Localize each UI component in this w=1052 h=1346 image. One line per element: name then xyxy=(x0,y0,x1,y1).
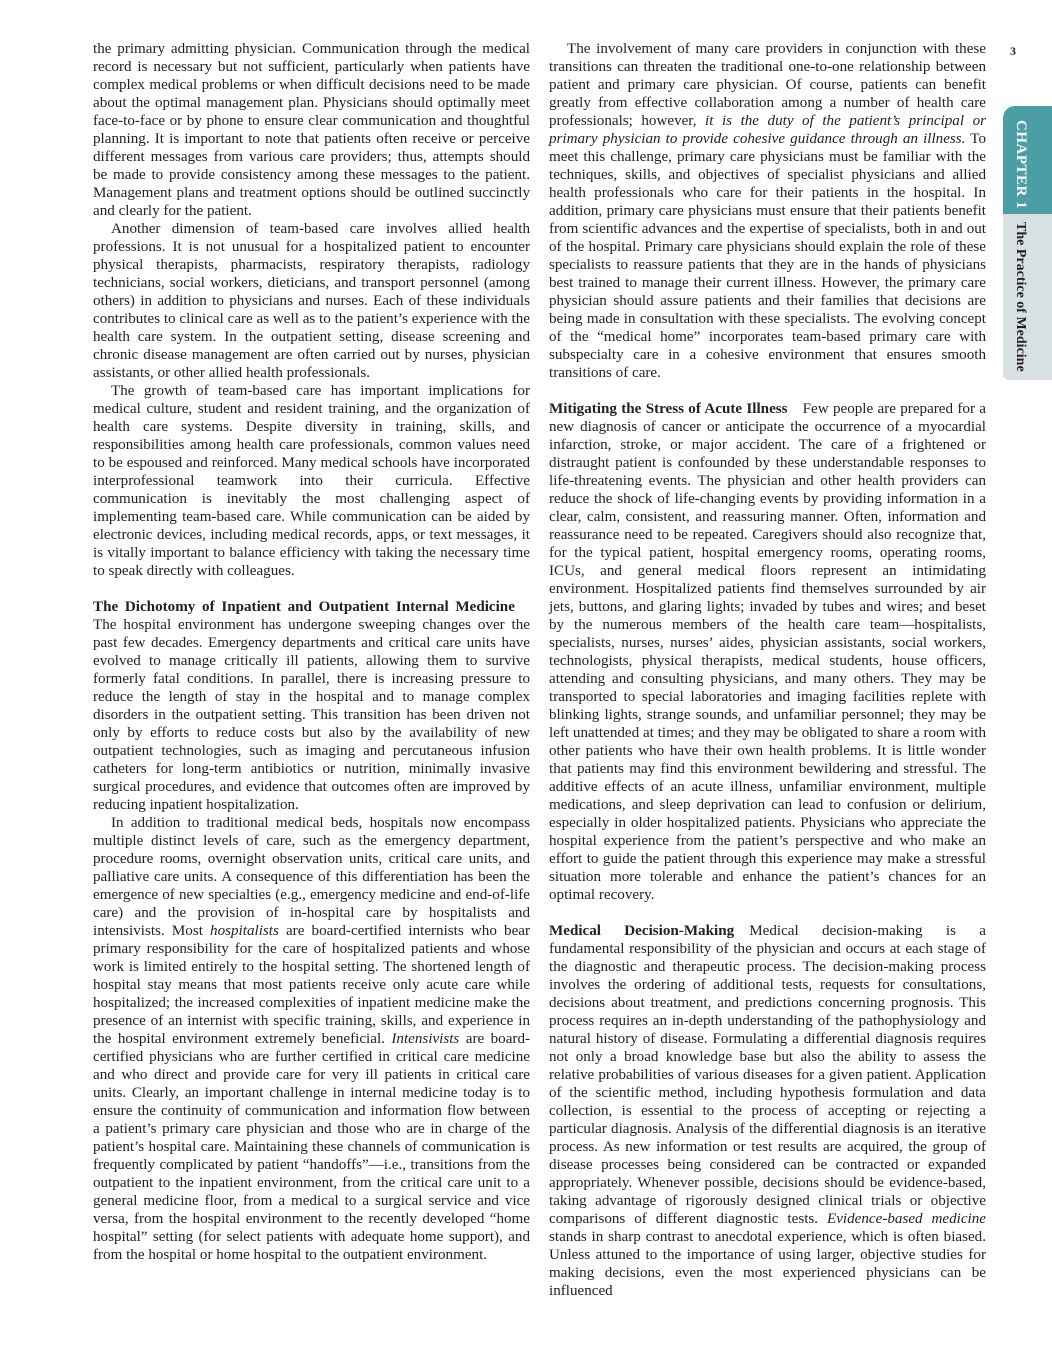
section-text: The hospital environment has undergone sweeping changes over the past few decades. Emergency departments and critical care units have evolved to manage critically ill patients, allowing them to survive formerly fatal conditions. In parallel, there is increasing pressure to reduce the length of stay in the hospital and to manage complex disorders in the outpatient setting. This transition has been driven not only by efforts to reduce costs but also by the availability of new outpatient technologies, such as imaging and percutaneous infusion catheters for long-term antibiotics or nutrition, minimally invasive surgical procedures, and evidence that outcomes often are improved by reducing inpatient hospitalization. xyxy=(93,617,530,813)
section-text: Medical decision-making is a fundamental responsibility of the physician and occurs at each stage of the diagnostic and therapeutic process. The decision-making process involves the ordering of additional tests, requests for consultations, decisions about treatment, and predictions concerning prognosis. This process requires an in-depth understanding of the pathophysiology and natural history of disease. Formulating a differential diagnosis requires not only a broad knowledge base but also the ability to assess the relative probabilities of various diseases for a given patient. Application of the scientific method, including hypothesis formulation and data collection, is essential to the process of accepting or rejecting a particular diagnosis. Analysis of the differential diagnosis is an iterative process. As new information or test results are acquired, the group of disease processes being considered can be contracted or expanded appropriately. Whenever possible, decisions should be evidence-based, taking advantage of rigorously designed clinical trials or objective comparisons of different diagnostic tests. xyxy=(549,923,986,1227)
paragraph: The growth of team-based care has important implications for medical culture, student and resident training, and the organization of health care systems. Despite diversity in training, skills, and responsibilities among health care professionals, common values need to be espoused and reinforced. Many medical schools have incorporated interprofessional teamwork into their curricula. Effective communication is inevitably the most challenging aspect of implementing team-based care. While communication can be aided by electronic devices, including medical records, apps, or text messages, it is vitally important to balance efficiency with taking the necessary time to speak directly with colleagues. xyxy=(93,383,530,579)
text-run: In addition to traditional medical beds, hospitals now encompass multiple distinct levels of care, such as the emergency department, procedure rooms, overnight observation units, critical care units, and palliative care units. A consequence of this differentiation has been the emergence of new specialties (e.g., emergency medicine and end-of-life care) and the provision of in-hospital care by hospitalists and intensivists. Most xyxy=(93,815,530,939)
section-heading: Medical Decision-Making xyxy=(549,923,735,939)
paragraph xyxy=(549,40,986,382)
term-evidence-based-medicine: Evidence-based medicine xyxy=(827,1211,986,1227)
paragraph: Another dimension of team-based care involves allied health professions. It is not unusual for a hospitalized patient to encounter physical therapists, pharmacists, respiratory therapists, radiology technicians, social workers, dieticians, and transport personnel (among others) in addition to physicians and nurses. Each of these individuals contributes to clinical care as well as to the patient’s experience with the health care system. In the outpatient setting, disease screening and chronic disease management are often carried out by nurses, physician assistants, or other allied health professionals. xyxy=(93,221,530,381)
section-decision-making xyxy=(549,922,986,1300)
section-acute-illness xyxy=(549,400,986,904)
text-run: To meet this challenge, primary care physicians must be familiar with the techniques, skills, and objectives of specialist physicians and allied health professionals who care for their patients in the hospital. In addition, primary care physicians must ensure that their patients benefit from scientific advances and the expertise of specialists, both in and out of the hospital. Primary care physicians should explain the role of these specialists to reassure patients that they are in the hands of physicians best trained to manage their current illness. However, the primary care physician should assure patients and their families that decisions are being made in consultation with these specialists. The evolving concept of the “medical home” incorporates team-based primary care with subspecialty care in a cohesive environment that ensures smooth transitions of care. xyxy=(549,131,986,381)
chapter-title: The Practice of Medicine xyxy=(1013,222,1028,372)
right-column xyxy=(549,40,986,1300)
chapter-label: CHAPTER 1 xyxy=(1013,120,1029,210)
page-number: 3 xyxy=(1010,44,1016,58)
text-run: are board-certified physicians who are further certified in critical care medicine and who direct and provide care for very ill patients in critical care units. Clearly, an important challenge in internal medicine today is to ensure the continuity of communication and information flow between a patient’s primary care physician and those who are in charge of the patient’s hospital care. Maintaining these channels of communication is frequently complicated by patient “handoffs”—i.e., transitions from the outpatient to the inpatient environment, from the critical care unit to a general medicine floor, from a medical to a surgical service and vice versa, from the hospital environment to the recently developed “home hospital” setting (for select patients with adequate home support), and from the hospital or home hospital to the outpatient environment. xyxy=(93,1031,531,1263)
section-heading: The Dichotomy of Inpatient and Outpatient Internal Medicine xyxy=(93,599,515,615)
section-text: Few people are prepared for a new diagnosis of cancer or anticipate the occurrence of a myocardial infarction, stroke, or major accident. The care of a frightened or distraught patient is confounded by these understandable responses to life-threatening events. The physician and other health providers can reduce the shock of life-changing events by providing information in a clear, calm, consistent, and reassuring manner. Often, information and reassurance need to be repeated. Caregivers should also recognize that, for the typical patient, hospital emergency rooms, operating rooms, ICUs, and general medical floors represent an intimidating environment. Hospitalized patients find themselves surrounded by air jets, buttons, and glaring lights; invaded by tubes and wires; and beset by the numerous members of the health care team—hospitalists, specialists, nurses, nurses’ aides, physician assistants, social workers, technologists, physical therapists, medical students, house officers, attending and consulting physicians, and many others. They may be transported to special laboratories and imaging facilities replete with blinking lights, strange sounds, and unfamiliar personnel; they may be left unattended at times; and they may be obligated to share a room with other patients who have their own health problems. It is little wonder that patients may find this environment bewildering and stressful. The additive effects of an acute illness, unfamiliar environment, multiple medications, and sleep deprivation can lead to confusion or delirium, especially in older hospitalized patients. Physicians who appreciate the hospital experience from the patient’s perspective and who make an effort to guide the patient through this experience may make a stressful situation more tolerable and enhance the patient’s chances for an optimal recovery. xyxy=(549,401,986,903)
term-intensivists: Intensivists xyxy=(391,1031,460,1047)
paragraph: the primary admitting physician. Communication through the medical record is necessary but not sufficient, particularly when patients have complex medical problems or when difficult decisions need to be made about the optimal management plan. Physicians should optimally meet face-to-face or by phone to ensure clear communication and thoughtful planning. It is important to note that patients often receive or perceive different messages from various care providers; thus, attempts should be made to provide consistency among these messages to the patient. Management plans and treatment options should be outlined succinctly and clearly for the patient. xyxy=(93,41,530,219)
paragraph xyxy=(93,814,530,1264)
text-run: are board-certified internists who bear primary responsibility for the care of hospitalized patients and whose work is limited entirely to the hospital setting. The shortened length of hospital stay means that most patients receive only acute care while hospitalized; the increased complexities of inpatient medicine make the presence of an internist with specific training, skills, and experience in the hospital environment extremely beneficial. xyxy=(93,923,530,1047)
left-column xyxy=(93,40,530,1264)
section-inpatient-outpatient xyxy=(93,598,530,814)
text-run: stands in sharp contrast to anecdotal experience, which is often biased. Unless attuned to the importance of using larger, objective studies for making decisions, even the most experienced physicians can be influenced xyxy=(549,1229,986,1299)
term-hospitalists: hospitalists xyxy=(210,923,279,939)
emphasis: it is the duty of the patient’s principal or primary physician to provide cohesive guidance through an illness. xyxy=(549,113,986,147)
section-heading: Mitigating the Stress of Acute Illness xyxy=(549,401,788,417)
text-run: The involvement of many care providers in conjunction with these transitions can threaten the traditional one-to-one relationship between patient and primary care physician. Of course, patients can benefit greatly from effective collaboration among a number of health care professionals; however, xyxy=(549,41,986,129)
